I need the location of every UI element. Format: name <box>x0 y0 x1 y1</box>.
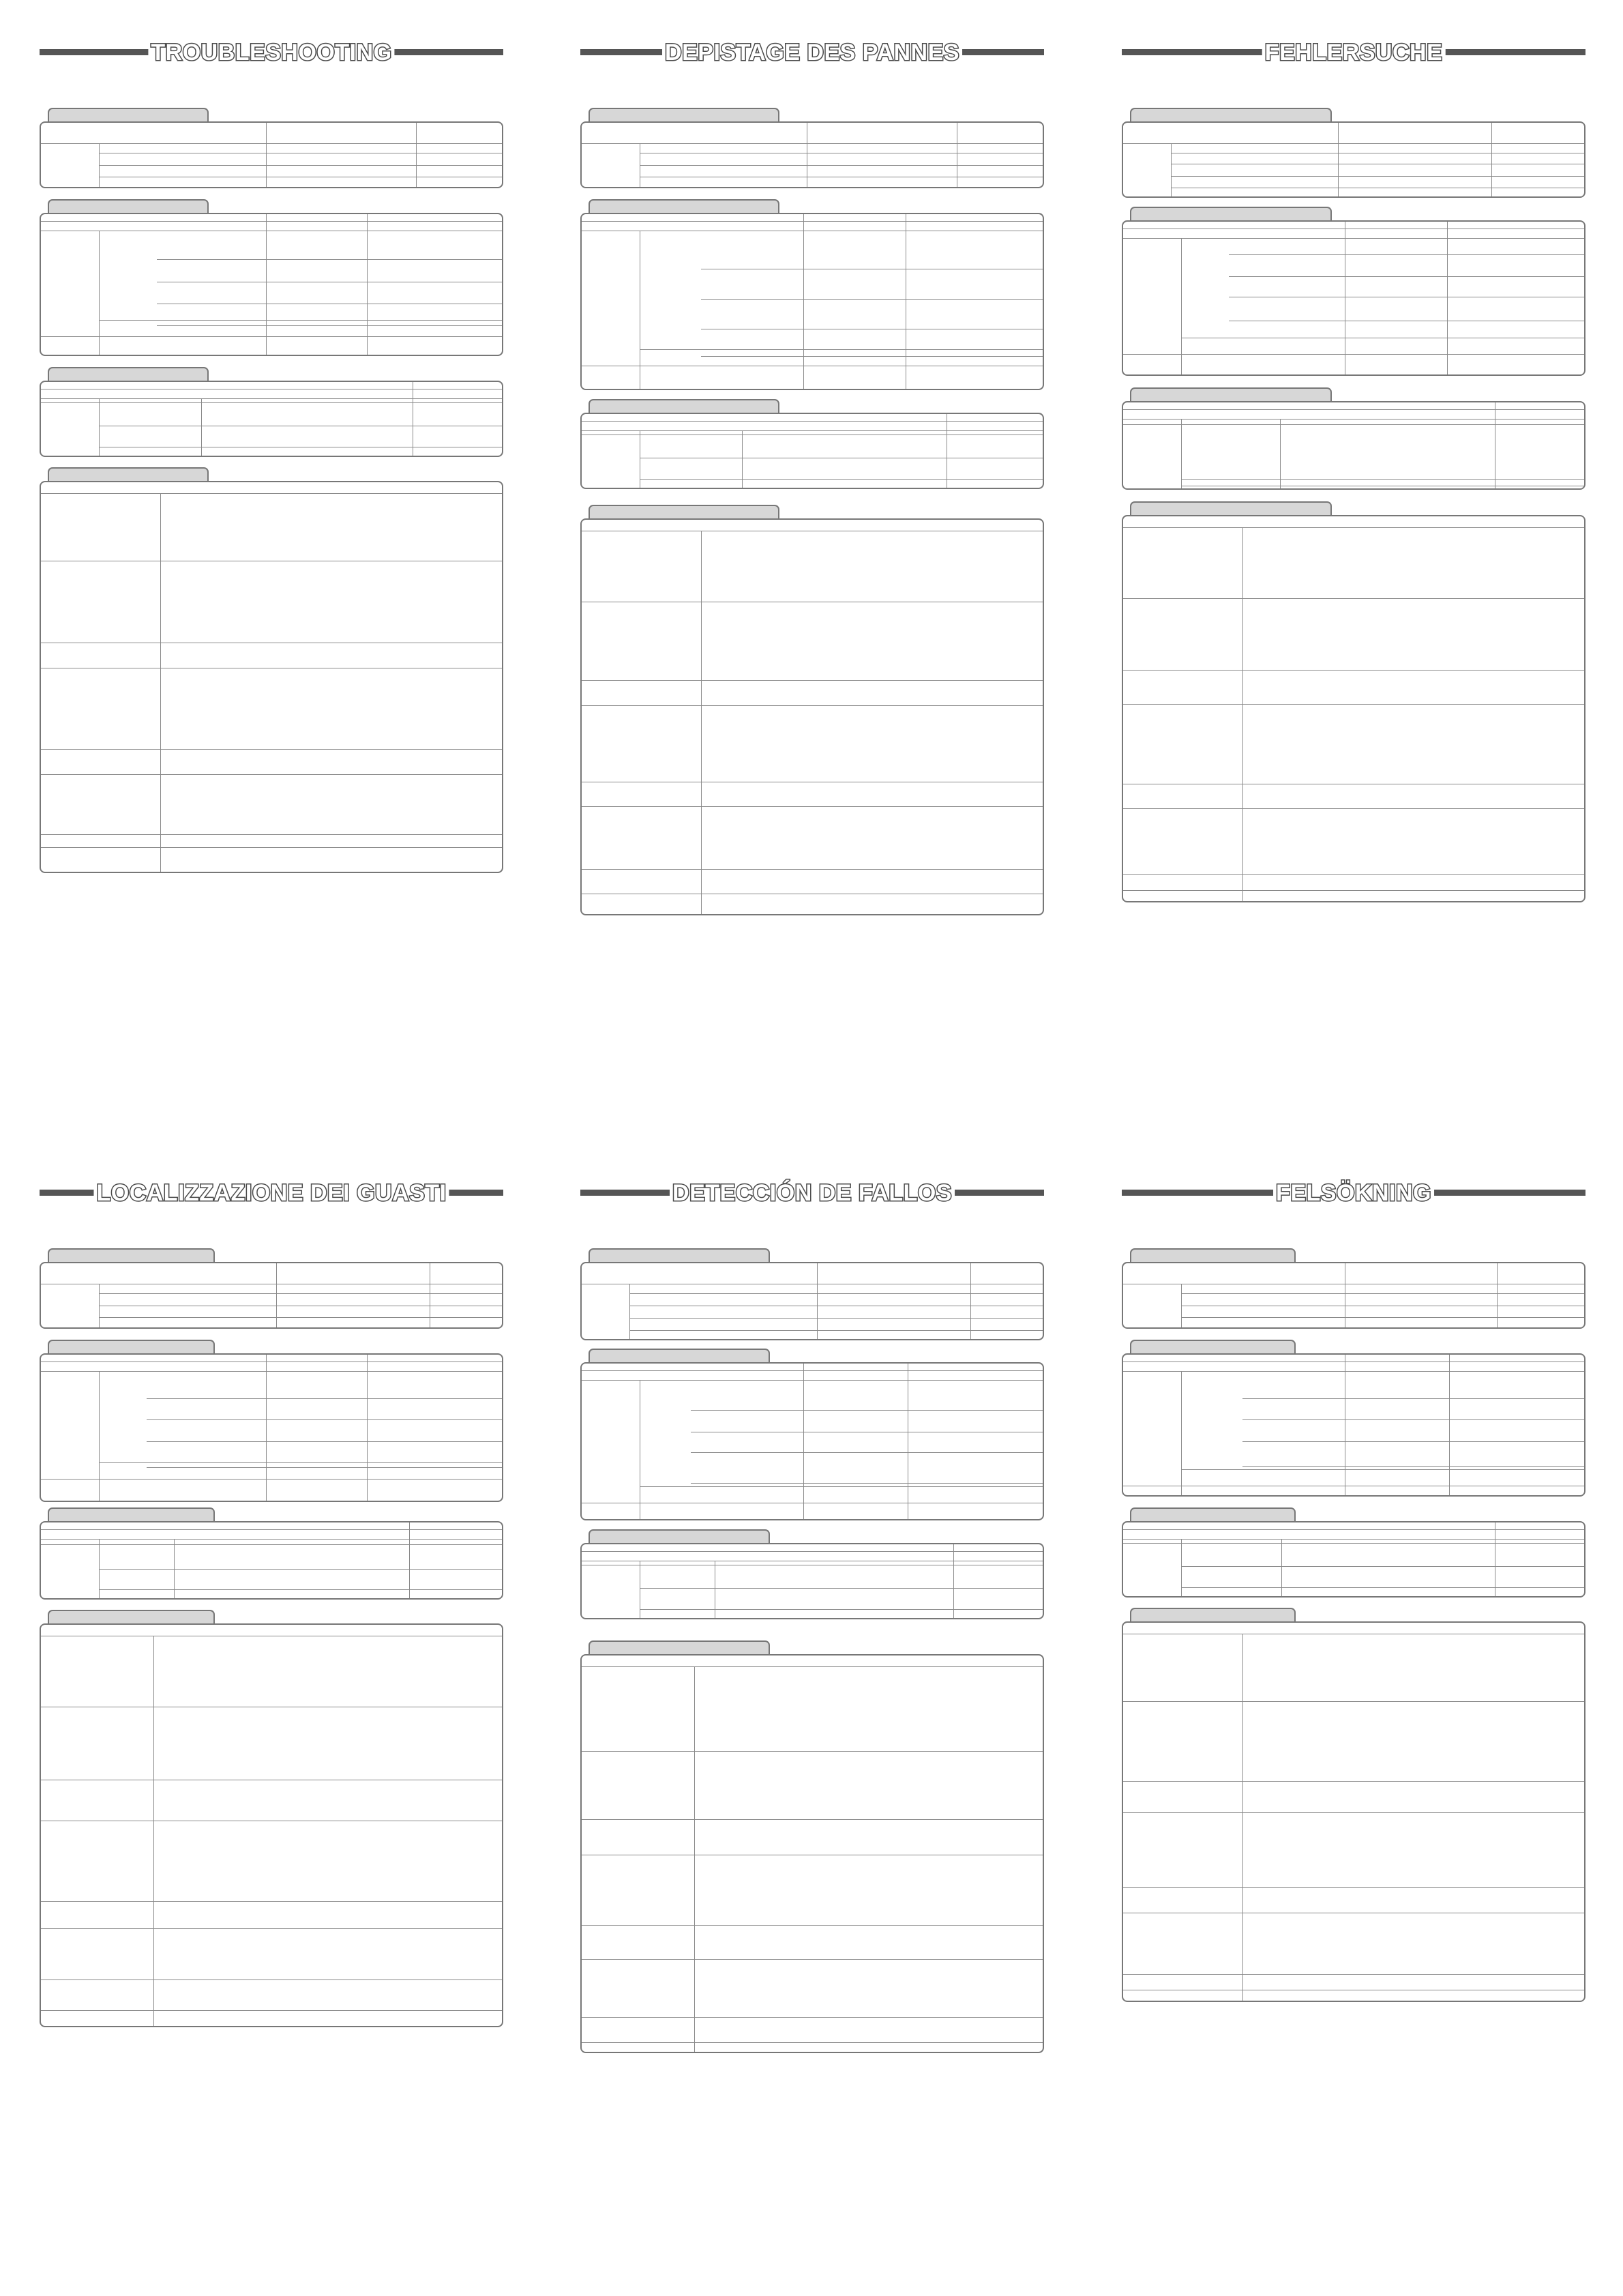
grid-line <box>99 1569 503 1570</box>
section-title: FELSÖKNING <box>1273 1175 1434 1211</box>
grid-line <box>1242 1398 1585 1399</box>
grid-line <box>1123 808 1585 809</box>
grid-line <box>1181 1566 1585 1567</box>
grid-line <box>803 1364 804 1520</box>
grid-line <box>1449 1355 1450 1497</box>
table-tab <box>1130 1340 1296 1355</box>
table-tab <box>48 1248 215 1263</box>
grid-line <box>582 430 1044 431</box>
grid-line <box>266 123 267 188</box>
grid-line <box>1181 1539 1182 1598</box>
table-tab <box>48 467 209 482</box>
grid-line <box>1242 527 1243 902</box>
grid-line <box>1281 1539 1282 1598</box>
grid-line <box>640 1588 1044 1589</box>
grid-line <box>1181 1293 1585 1294</box>
trouble-table <box>1122 1353 1585 1497</box>
grid-line <box>41 2010 503 2011</box>
section-title: FEHLERSUCHE <box>1262 34 1446 71</box>
grid-line <box>1123 670 1585 671</box>
grid-line <box>582 1819 1044 1820</box>
grid-line <box>1123 1529 1585 1530</box>
trouble-table <box>580 1543 1044 1619</box>
trouble-table <box>580 413 1044 489</box>
table-tab <box>589 1349 770 1364</box>
grid-line <box>1447 222 1448 376</box>
grid-line <box>1242 1441 1585 1442</box>
grid-line <box>41 1544 503 1545</box>
table-tab <box>589 1640 770 1655</box>
grid-line <box>701 531 702 915</box>
grid-line <box>99 231 100 356</box>
grid-line <box>99 1293 503 1294</box>
grid-line <box>147 1441 503 1442</box>
grid-line <box>41 493 503 494</box>
grid-line <box>803 214 804 390</box>
trouble-table <box>1122 1262 1585 1329</box>
grid-line <box>1123 409 1585 410</box>
grid-line <box>582 1380 1044 1381</box>
grid-line <box>582 1751 1044 1752</box>
grid-line <box>147 1419 503 1420</box>
grid-line <box>640 1486 1044 1487</box>
grid-line <box>970 1263 971 1340</box>
grid-line <box>817 1263 818 1340</box>
grid-line <box>99 1589 503 1590</box>
grid-line <box>41 336 503 337</box>
grid-line <box>41 402 503 403</box>
grid-line <box>629 1318 1044 1319</box>
grid-line <box>1229 276 1585 277</box>
trouble-table <box>580 1262 1044 1340</box>
grid-line <box>1497 1263 1498 1329</box>
grid-line <box>582 705 1044 706</box>
grid-line <box>640 1609 1044 1610</box>
table-tab <box>1130 1248 1296 1263</box>
grid-line <box>1242 1634 1243 2002</box>
trouble-table <box>580 213 1044 390</box>
grid-line <box>41 1371 503 1372</box>
grid-line <box>1123 874 1585 875</box>
grid-line <box>1181 1284 1182 1329</box>
grid-line <box>1123 890 1585 891</box>
grid-line <box>1123 598 1585 599</box>
grid-line <box>582 1666 1044 1667</box>
grid-line <box>1123 419 1585 420</box>
table-tab <box>589 199 779 214</box>
grid-line <box>1123 424 1585 425</box>
grid-line <box>582 1370 1044 1371</box>
grid-line <box>41 834 503 835</box>
grid-line <box>582 680 1044 681</box>
grid-line <box>629 1330 1044 1331</box>
grid-line <box>701 299 1044 300</box>
grid-line <box>99 143 100 188</box>
table-tab <box>48 1507 215 1522</box>
trouble-table <box>40 213 503 356</box>
grid-line <box>99 1317 503 1318</box>
trouble-table <box>1122 220 1585 376</box>
grid-line <box>41 749 503 750</box>
table-tab <box>589 108 779 123</box>
grid-line <box>1123 1812 1585 1813</box>
grid-line <box>1491 123 1492 198</box>
grid-line <box>582 2017 1044 2018</box>
grid-line <box>1171 143 1172 198</box>
trouble-table <box>580 1362 1044 1520</box>
grid-line <box>691 1452 1044 1453</box>
grid-line <box>1181 1469 1585 1470</box>
section-title-bar <box>580 1175 1044 1216</box>
grid-line <box>147 1467 503 1468</box>
table-tab <box>589 505 779 520</box>
grid-line <box>582 421 1044 422</box>
grid-line <box>276 1263 277 1329</box>
grid-line <box>1123 1781 1585 1782</box>
grid-line <box>1171 176 1585 177</box>
table-tab <box>48 199 209 214</box>
grid-line <box>266 214 267 356</box>
trouble-table <box>40 1521 503 1600</box>
grid-line <box>266 1355 267 1502</box>
grid-line <box>41 1479 503 1480</box>
grid-line <box>694 1666 695 2053</box>
grid-line <box>41 1979 503 1980</box>
grid-line <box>201 398 202 457</box>
grid-line <box>1123 1887 1585 1888</box>
table-tab <box>48 1340 215 1355</box>
trouble-table <box>40 481 503 873</box>
grid-line <box>742 430 743 489</box>
grid-line <box>147 1398 503 1399</box>
grid-line <box>99 398 100 457</box>
grid-line <box>582 806 1044 807</box>
grid-line <box>1181 238 1182 376</box>
grid-line <box>582 2042 1044 2043</box>
table-tab <box>1130 1608 1296 1623</box>
grid-line <box>701 356 1044 357</box>
trouble-table <box>40 1353 503 1502</box>
grid-line <box>640 165 1044 166</box>
grid-line <box>99 1284 100 1329</box>
trouble-table <box>580 518 1044 915</box>
grid-line <box>582 1959 1044 1960</box>
grid-line <box>41 143 503 144</box>
trouble-table <box>40 1623 503 2027</box>
grid-line <box>41 1901 503 1902</box>
trouble-table <box>1122 1621 1585 2002</box>
grid-line <box>1123 1539 1585 1540</box>
table-tab <box>589 1529 770 1544</box>
table-tab <box>589 1248 770 1263</box>
grid-line <box>582 1551 1044 1552</box>
table-tab <box>1130 387 1332 402</box>
grid-line <box>41 774 503 775</box>
section-title-bar <box>40 1175 503 1216</box>
grid-line <box>1181 1317 1585 1318</box>
trouble-table <box>1122 515 1585 902</box>
grid-line <box>41 1529 503 1530</box>
grid-line <box>640 349 1044 350</box>
table-tab <box>48 108 209 123</box>
section-title-bar <box>580 34 1044 75</box>
table-tab <box>1130 207 1332 222</box>
table-tab <box>1130 1507 1296 1522</box>
grid-line <box>41 1539 503 1540</box>
grid-line <box>582 1925 1044 1926</box>
grid-line <box>1123 143 1585 144</box>
grid-line <box>629 1293 1044 1294</box>
grid-line <box>1123 704 1585 705</box>
grid-line <box>99 1462 503 1463</box>
grid-line <box>41 847 503 848</box>
grid-line <box>1123 1974 1585 1975</box>
grid-line <box>1123 238 1585 239</box>
grid-line <box>157 259 503 260</box>
grid-line <box>416 123 417 188</box>
table-tab <box>589 399 779 414</box>
grid-line <box>582 143 1044 144</box>
grid-line <box>640 479 1044 480</box>
grid-line <box>1181 1587 1585 1588</box>
section-title-bar <box>40 34 503 75</box>
trouble-table <box>580 121 1044 188</box>
trouble-table <box>40 1262 503 1329</box>
table-tab <box>1130 501 1332 516</box>
grid-line <box>953 1544 954 1619</box>
grid-line <box>41 1928 503 1929</box>
grid-line <box>99 1371 100 1502</box>
grid-line <box>41 398 503 399</box>
grid-line <box>1123 1543 1585 1544</box>
grid-line <box>1242 1466 1585 1467</box>
trouble-table <box>580 1654 1044 2053</box>
grid-line <box>409 1522 410 1600</box>
grid-line <box>157 325 503 326</box>
section-title: TROUBLESHOOTING <box>148 34 394 71</box>
table-tab <box>48 367 209 382</box>
grid-line <box>367 1355 368 1502</box>
trouble-table <box>1122 1521 1585 1598</box>
grid-line <box>629 1284 630 1340</box>
grid-line <box>582 869 1044 870</box>
trouble-table <box>40 121 503 188</box>
grid-line <box>1181 479 1585 480</box>
grid-line <box>99 165 503 166</box>
section-title: LOCALIZZAZIONE DEI GUASTI <box>93 1175 449 1211</box>
grid-line <box>41 221 503 222</box>
grid-line <box>691 1410 1044 1411</box>
grid-line <box>1181 1371 1182 1497</box>
grid-line <box>691 1483 1044 1484</box>
grid-line <box>1338 123 1339 198</box>
section-title-bar <box>1122 1175 1585 1216</box>
grid-line <box>99 320 503 321</box>
trouble-table <box>1122 401 1585 490</box>
trouble-table <box>40 381 503 457</box>
grid-line <box>1242 1419 1585 1420</box>
table-tab <box>1130 108 1332 123</box>
grid-line <box>1123 354 1585 355</box>
grid-line <box>1123 1701 1585 1702</box>
section-title-bar <box>1122 34 1585 75</box>
grid-line <box>367 214 368 356</box>
grid-line <box>153 1636 154 2027</box>
section-title: DEPISTAGE DES PANNES <box>662 34 962 71</box>
grid-line <box>582 221 1044 222</box>
table-tab <box>48 1610 215 1625</box>
grid-line <box>1123 1371 1585 1372</box>
trouble-table <box>1122 121 1585 198</box>
grid-line <box>160 493 161 873</box>
section-title: DETECCIÓN DE FALLOS <box>670 1175 955 1211</box>
grid-line <box>1229 254 1585 255</box>
grid-line <box>1123 527 1585 528</box>
